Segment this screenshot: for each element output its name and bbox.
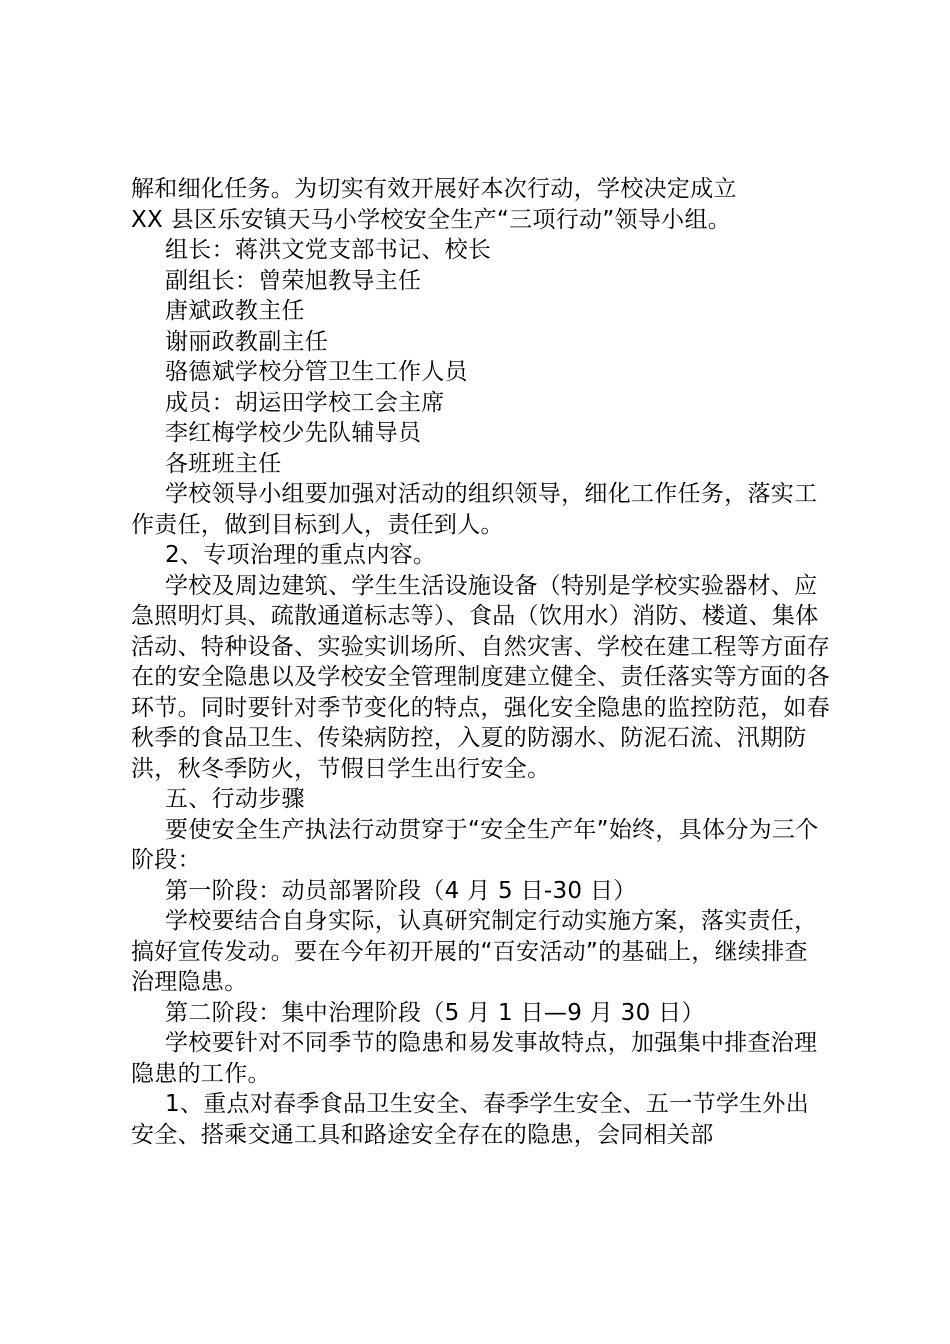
paragraph-item-1: 1、重点对春季食品卫生安全、春季学生安全、五一节学生外出安全、搭乘交通工具和路途安全存在的隐患，会同相关部 xyxy=(131,1091,810,1148)
paragraph-second-stage: 学校要针对不同季节的隐患和易发事故特点，加强集中排查治理隐患的工作。 xyxy=(131,1030,818,1087)
paragraph-member-xie: 谢丽政教副主任 xyxy=(165,328,329,355)
paragraph-leading-group: XX 县区乐安镇天马小学校安全生产“三项行动”领导小组。 xyxy=(131,206,732,233)
document-body xyxy=(131,174,831,1150)
paragraph-group-leader: 组长：蒋洪文党支部书记、校长 xyxy=(165,237,492,263)
stage-heading-second: 第二阶段：集中治理阶段（5 月 1 日—9 月 30 日） xyxy=(165,999,705,1026)
paragraph-members-hu: 成员：胡运田学校工会主席 xyxy=(165,389,445,416)
paragraph-class-teachers: 各班班主任 xyxy=(165,450,282,477)
stage-heading-first: 第一阶段：动员部署阶段（4 月 5 日-30 日） xyxy=(165,877,637,904)
paragraph-deputy-leader: 副组长：曾荣旭教导主任 xyxy=(165,267,422,294)
paragraph-member-tang: 唐斌政教主任 xyxy=(165,298,305,324)
paragraph-first-stage: 学校要结合自身实际，认真研究制定行动实施方案，落实责任，搞好宣传发动。要在今年初开展的“百安活动”的基础上，继续排查治理隐患。 xyxy=(131,908,818,995)
paragraph-key-content: 学校及周边建筑、学生生活设施设备（特别是学校实验器材、应急照明灯具、疏散通道标志等）、食品（饮用水）消防、楼道、集体活动、特种设备、实验实训场所、自然灾害、学校在建工程等方面存在的安全隐患以及学校安全管理制度建立健全、责任落实等方面的各环节。同时要针对季节变化的特点，强化安全隐患的监控防范，如春秋季的食品卫生、传染病防控，入夏的防溺水、防泥石流、汛期防洪，秋冬季防火，节假日学生出行安全。 xyxy=(131,572,830,782)
paragraph-leadership-duty: 学校领导小组要加强对活动的组织领导，细化工作任务，落实工作责任，做到目标到人，责任到人。 xyxy=(131,481,818,538)
paragraph-three-stages: 要使安全生产执法行动贯穿于“安全生产年”始终，具体分为三个阶段： xyxy=(131,816,819,873)
section-heading-steps: 五、行动步骤 xyxy=(165,786,305,812)
paragraph-member-luo: 骆德斌学校分管卫生工作人员 xyxy=(165,359,468,385)
section-heading-key-content: 2、专项治理的重点内容。 xyxy=(165,542,437,568)
paragraph-continuation: 解和细化任务。为切实有效开展好本次行动，学校决定成立 xyxy=(131,176,737,202)
paragraph-member-li: 李红梅学校少先队辅导员 xyxy=(165,420,422,446)
